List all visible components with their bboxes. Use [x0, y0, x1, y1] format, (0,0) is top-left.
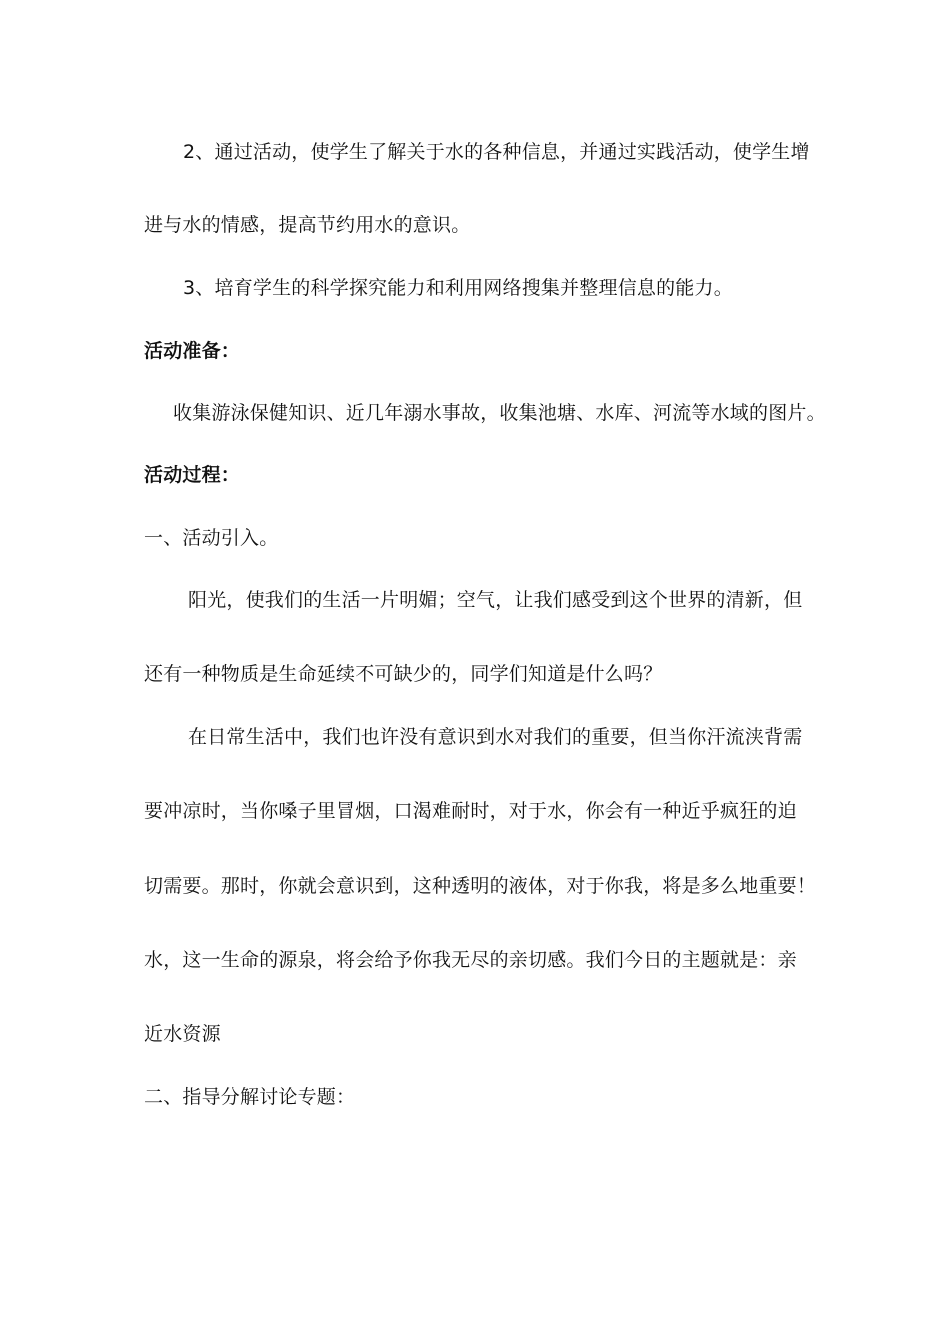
section-heading-process: 活动过程：: [144, 464, 241, 486]
paragraph-line: 水，这一生命的源泉，将会给予你我无尽的亲切感。我们今日的主题就是：亲: [144, 949, 797, 971]
paragraph-line: 要冲凉时，当你嗓子里冒烟，口渴难耐时，对于水，你会有一种近乎疯狂的迫: [144, 800, 797, 822]
paragraph-line: 切需要。那时，你就会意识到，这种透明的液体，对于你我，将是多么地重要！: [144, 875, 817, 897]
paragraph-line: 还有一种物质是生命延续不可缺少的，同学们知道是什么吗？: [144, 663, 663, 685]
section-heading-preparation: 活动准备：: [144, 340, 241, 362]
paragraph-line: 进与水的情感，提高节约用水的意识。: [144, 214, 471, 236]
paragraph-line: 3、培育学生的科学探究能力和利用网络搜集并整理信息的能力。: [183, 277, 733, 299]
subsection-heading: 一、活动引入。: [144, 527, 279, 549]
subsection-heading: 二、指导分解讨论专题：: [144, 1086, 356, 1108]
paragraph-line: 2、通过活动，使学生了解关于水的各种信息，并通过实践活动，使学生增: [183, 141, 810, 163]
paragraph-line: 收集游泳保健知识、近几年溺水事故，收集池塘、水库、河流等水域的图片。: [173, 402, 826, 424]
paragraph-line: 阳光，使我们的生活一片明媚；空气，让我们感受到这个世界的清新，但: [188, 589, 803, 611]
paragraph-line: 近水资源: [144, 1023, 221, 1045]
paragraph-line: 在日常生活中，我们也许没有意识到水对我们的重要，但当你汗流浃背需: [188, 726, 803, 748]
